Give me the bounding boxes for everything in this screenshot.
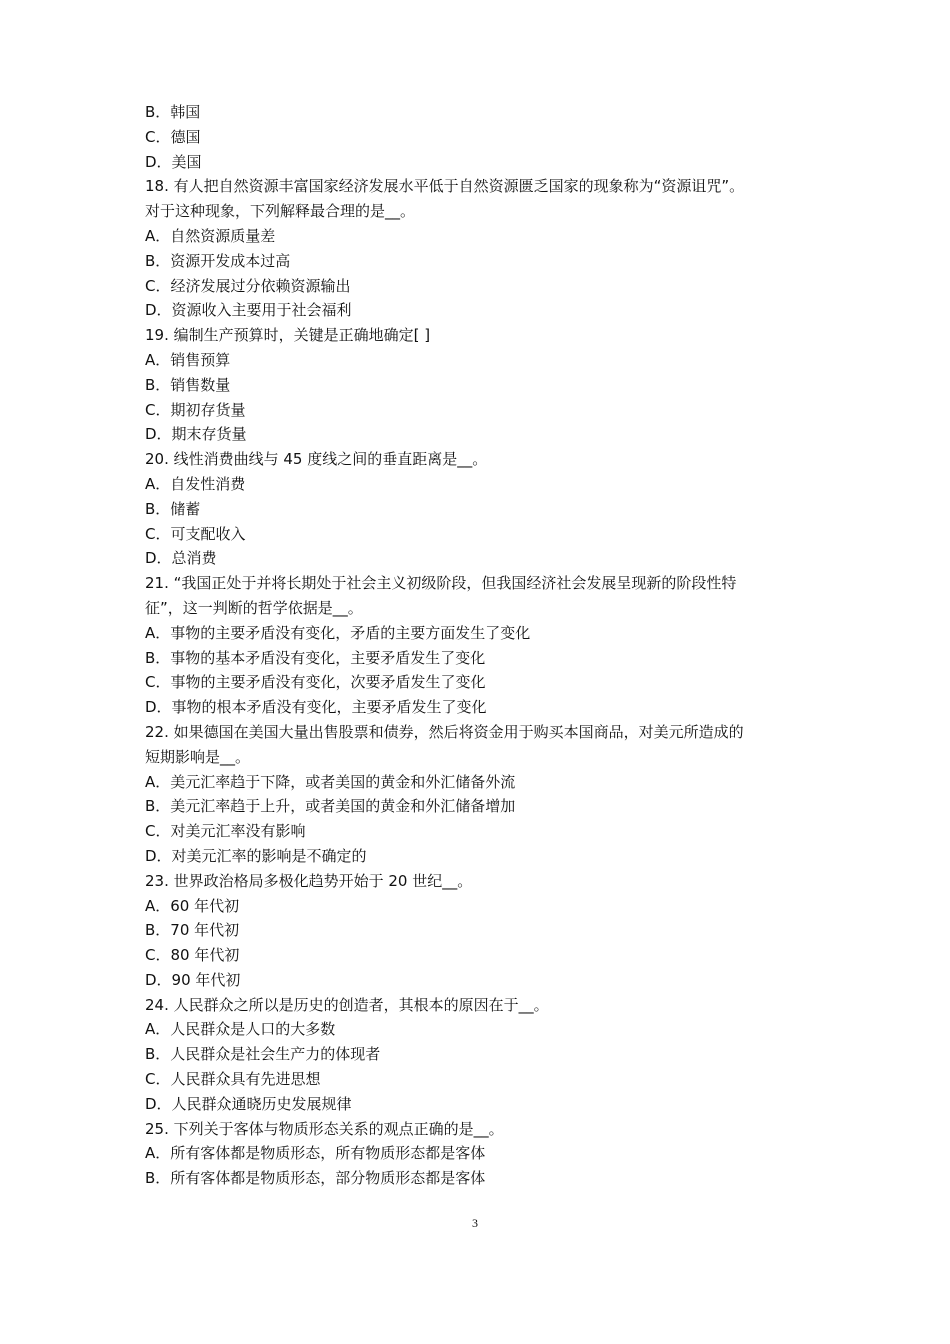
option-line: B．70 年代初	[145, 921, 240, 940]
option-line: A．人民群众是人口的大多数	[145, 1020, 336, 1039]
option-line: C．德国	[145, 127, 201, 146]
option-line: A．自然资源质量差	[145, 226, 276, 245]
text-line: 短期影响是__。	[145, 747, 251, 766]
option-line: D．美国	[145, 152, 202, 171]
question-line: 23. 世界政治格局多极化趋势开始于 20 世纪__。	[145, 871, 473, 890]
option-line: B．销售数量	[145, 375, 231, 394]
option-line: A．所有客体都是物质形态，所有物质形态都是客体	[145, 1144, 486, 1163]
page-number: 3	[472, 1216, 478, 1230]
option-line: D．总消费	[145, 549, 217, 568]
option-line: C．期初存货量	[145, 400, 246, 419]
option-line: A．事物的主要矛盾没有变化，矛盾的主要方面发生了变化	[145, 623, 531, 642]
option-line: C．对美元汇率没有影响	[145, 822, 306, 841]
option-line: A．60 年代初	[145, 896, 240, 915]
option-line: D．90 年代初	[145, 970, 241, 989]
option-line: D．对美元汇率的影响是不确定的	[145, 846, 367, 865]
question-line: 24. 人民群众之所以是历史的创造者，其根本的原因在于__。	[145, 995, 549, 1014]
option-line: B．储蓄	[145, 499, 201, 518]
document-body	[145, 100, 825, 1191]
question-line: 19. 编制生产预算时，关键是正确地确定[ ]	[145, 326, 431, 345]
option-line: A．美元汇率趋于下降，或者美国的黄金和外汇储备外流	[145, 772, 516, 791]
option-line: B．事物的基本矛盾没有变化，主要矛盾发生了变化	[145, 648, 486, 667]
question-line: 20. 线性消费曲线与 45 度线之间的垂直距离是__。	[145, 450, 488, 469]
option-line: B．人民群众是社会生产力的体现者	[145, 1045, 381, 1064]
option-line: A．销售预算	[145, 350, 231, 369]
option-line: B．资源开发成本过高	[145, 251, 291, 270]
option-line: D．人民群众通晓历史发展规律	[145, 1094, 352, 1113]
option-line: B．所有客体都是物质形态，部分物质形态都是客体	[145, 1169, 486, 1188]
question-line: 25. 下列关于客体与物质形态关系的观点正确的是__。	[145, 1119, 504, 1138]
option-line: D．事物的根本矛盾没有变化，主要矛盾发生了变化	[145, 698, 487, 717]
question-line: 21. “我国正处于并将长期处于社会主义初级阶段，但我国经济社会发展呈现新的阶段性特	[145, 574, 737, 593]
option-line: C．可支配收入	[145, 524, 246, 543]
option-line: C．事物的主要矛盾没有变化，次要矛盾发生了变化	[145, 673, 486, 692]
question-line: 18. 有人把自然资源丰富国家经济发展水平低于自然资源匮乏国家的现象称为“资源诅咒”。	[145, 177, 745, 196]
option-line: B．韩国	[145, 103, 201, 121]
option-line: C．80 年代初	[145, 946, 240, 965]
option-line: D．资源收入主要用于社会福利	[145, 301, 352, 320]
option-line: C．经济发展过分依赖资源输出	[145, 276, 351, 295]
option-line: B．美元汇率趋于上升，或者美国的黄金和外汇储备增加	[145, 797, 516, 816]
text-line: 对于这种现象，下列解释最合理的是__。	[145, 202, 416, 221]
text-line: 征”，这一判断的哲学依据是__。	[145, 598, 363, 617]
question-line: 22. 如果德国在美国大量出售股票和债券，然后将资金用于购买本国商品，对美元所造成的	[145, 722, 744, 741]
option-line: D．期末存货量	[145, 425, 247, 444]
option-line: A．自发性消费	[145, 474, 246, 493]
option-line: C．人民群众具有先进思想	[145, 1070, 321, 1089]
